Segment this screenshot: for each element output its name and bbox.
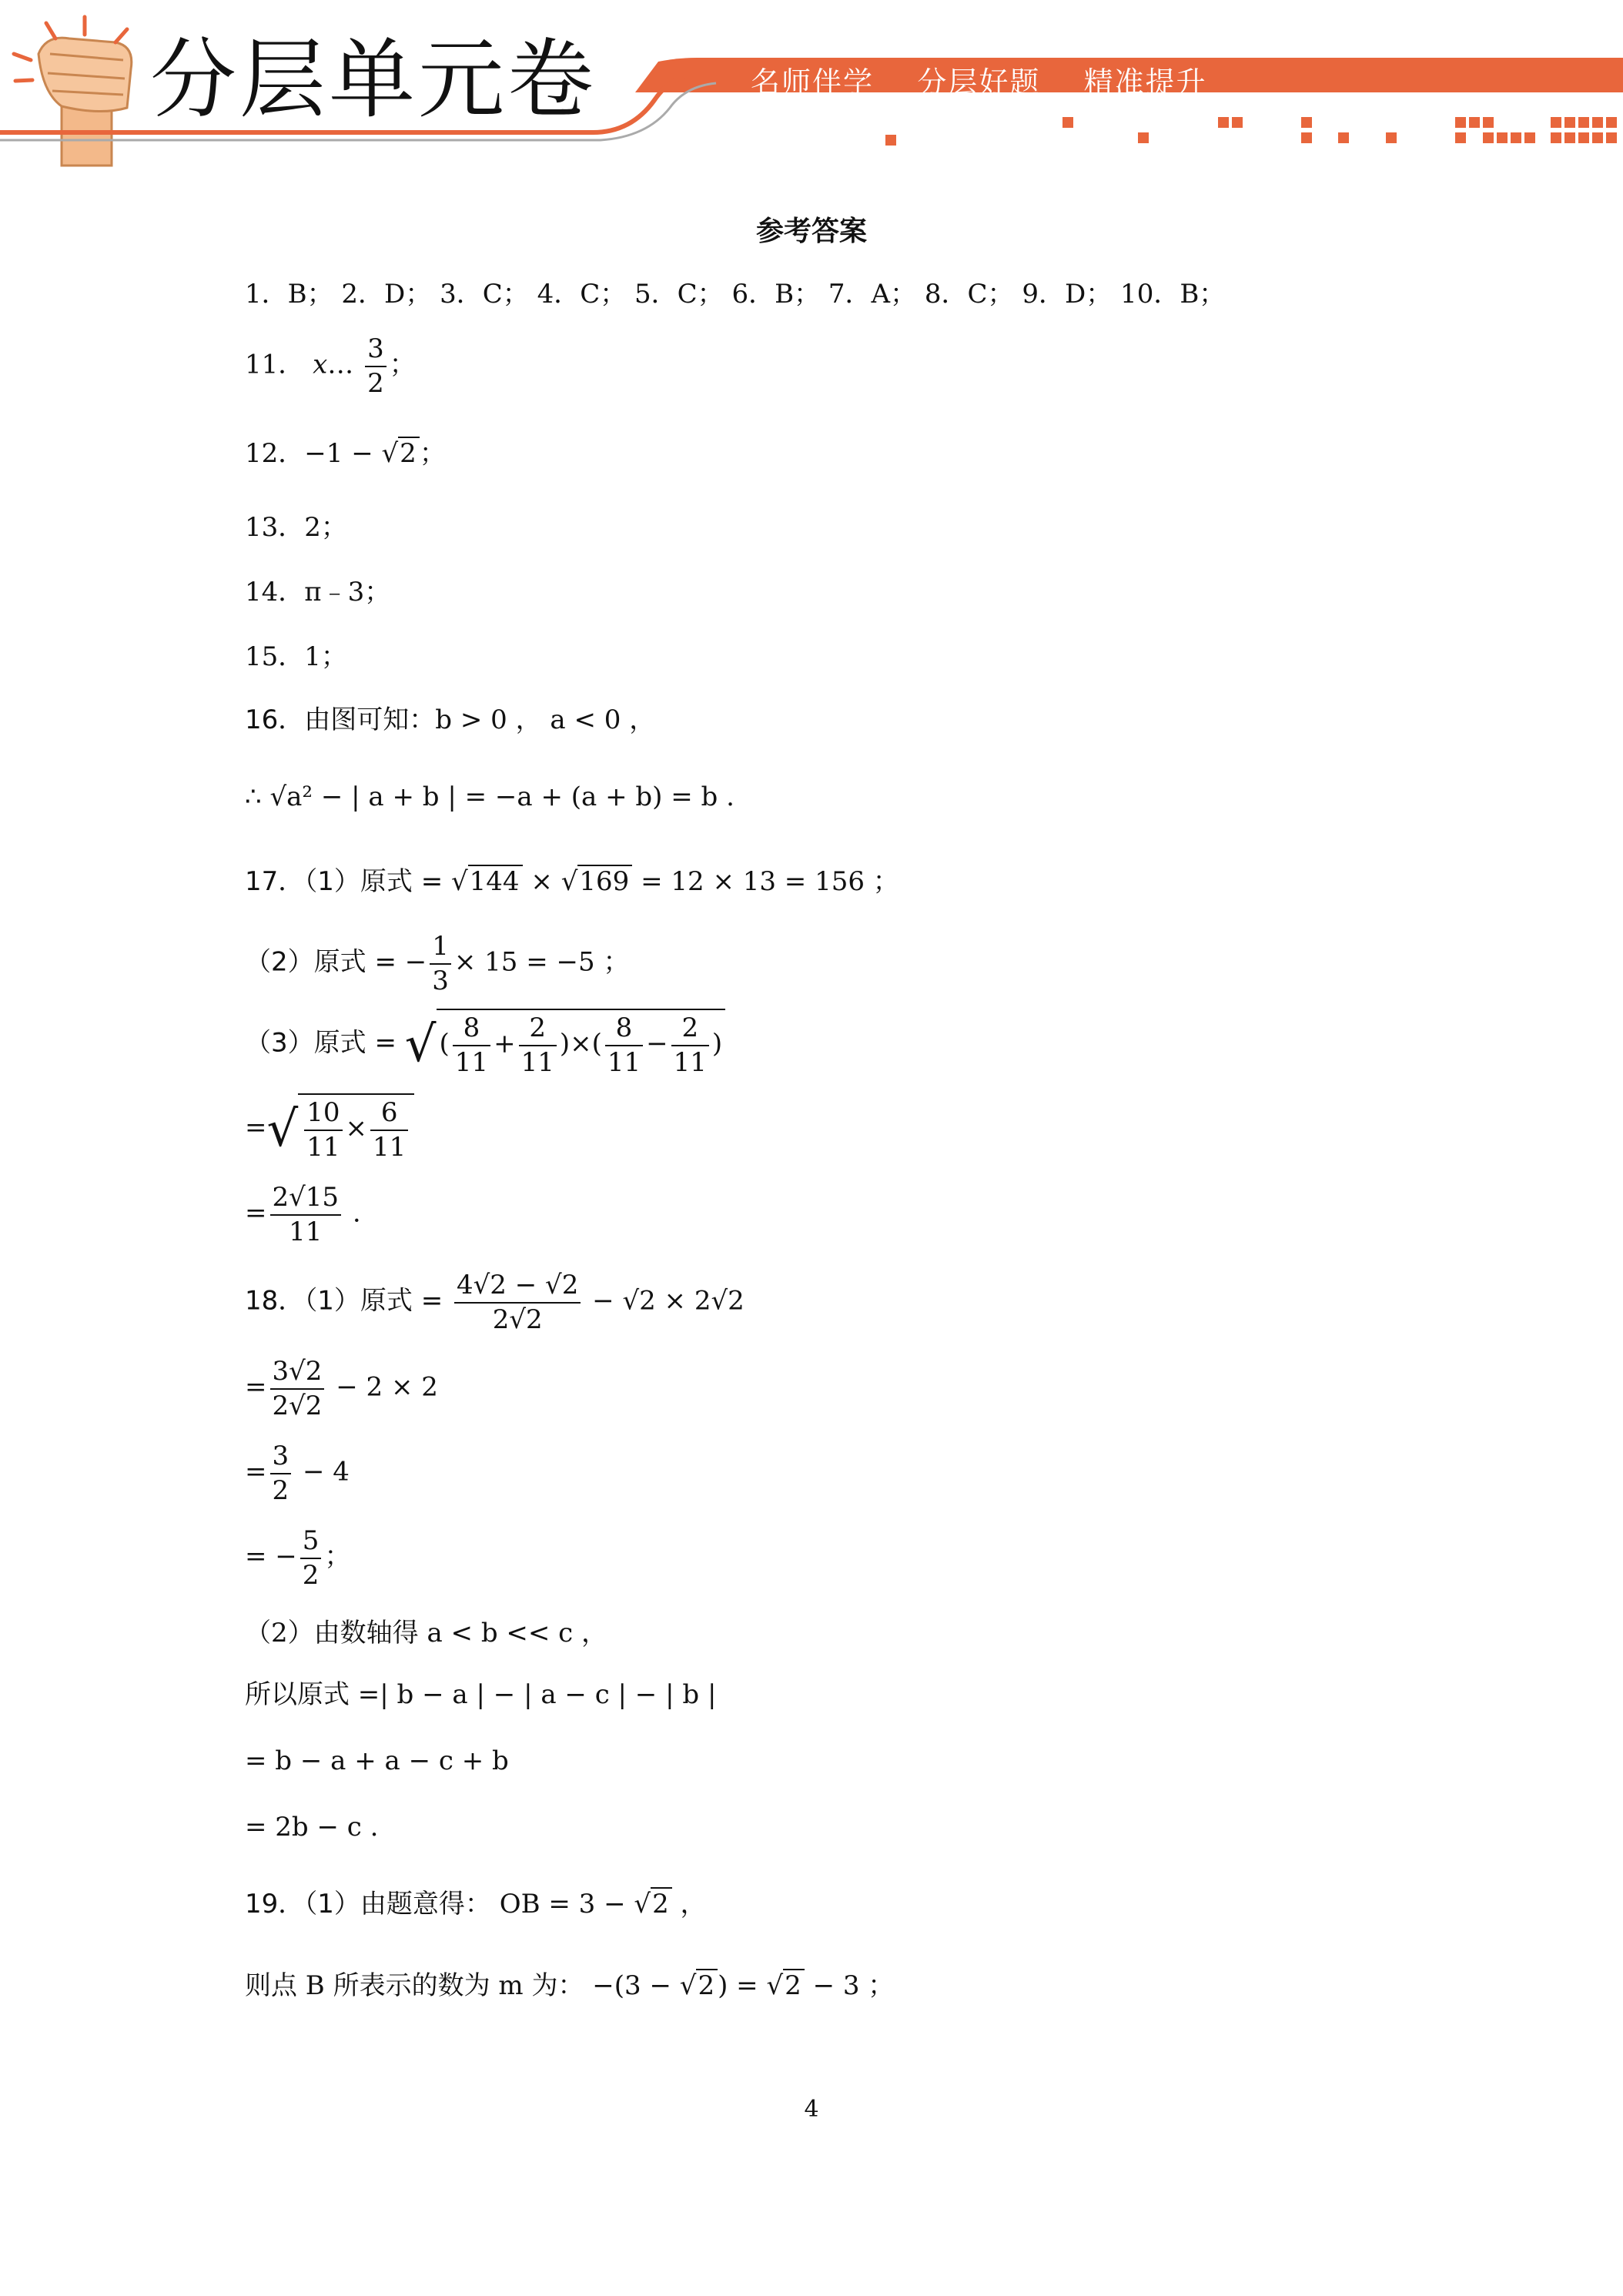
fraction-numerator: 10 <box>304 1096 342 1131</box>
answer-11-end: ； <box>389 349 416 380</box>
radicand-144: 144 <box>468 865 523 897</box>
fraction-numerator: 8 <box>605 1012 643 1046</box>
fraction-numerator: 8 <box>453 1012 490 1046</box>
answer-18-line1 <box>245 1269 745 1336</box>
fraction-numerator: 6 <box>370 1096 408 1131</box>
fraction-denominator: 2√2 <box>492 1304 543 1335</box>
answer-19-2-label: 则点 B 所表示的数为 m 为： <box>245 1970 584 2001</box>
fraction-denominator: 11 <box>673 1046 707 1078</box>
answer-12-pre: −1 − <box>304 438 382 469</box>
answer-11-var: x <box>313 349 328 380</box>
answer-11-num: 11． <box>245 349 305 380</box>
answer-19-2-expr: −(3 − <box>584 1970 680 2001</box>
answer-19-line2: 则点 B 所表示的数为 m 为： −(3 − √2 ) = √2 − 3 ； <box>245 1970 895 2001</box>
fraction-numerator: 1 <box>430 930 451 965</box>
answer-11-fraction <box>365 333 387 400</box>
answer-17-line1: 17．（1）原式 = √144 × √169 = 12 × 13 = 156 ； <box>245 866 899 897</box>
answer-15: 15．1； <box>245 641 347 672</box>
answer-12-radicand: 2 <box>398 437 420 469</box>
times-sign: × <box>522 866 561 897</box>
fraction-denominator: 11 <box>607 1046 641 1078</box>
answer-11-rel: … <box>327 349 354 380</box>
header-slogan: 名师伴学 分层好题 精准提升 <box>751 65 1207 99</box>
answer-17-line3: （3）原式 = √ ( $\frac{8}{11}$ + $\frac{2}{11}$ )×( $\frac{8}{11}$ − $\frac{2}{11}$ ) <box>245 1009 725 1080</box>
answer-19-radicand: 2 <box>696 1969 718 2001</box>
answer-17-1-label: 17．（1）原式 = <box>245 866 451 897</box>
answer-18-3-rest: − 4 <box>294 1456 350 1488</box>
answer-19-line1: 19．（1）由题意得： OB = 3 − √2 ， <box>245 1889 707 1919</box>
fraction-denominator: 2 <box>272 1474 289 1506</box>
answer-12: 12．−1 − √2 ； <box>245 438 446 469</box>
answer-17-line4: =√ $\frac{10}{11}$ × $\frac{6}{11}$ <box>245 1093 414 1165</box>
decor-squares <box>885 117 1617 146</box>
answer-13: 13．2； <box>245 512 347 543</box>
page-title: 参考答案 <box>755 216 867 247</box>
answer-11 <box>245 333 416 400</box>
fist-icon <box>14 17 132 166</box>
answer-18-line4: = − $\frac{5}{2}$ ； <box>245 1525 351 1591</box>
answer-18-1-label: 18．（1）原式 = <box>245 1285 451 1317</box>
fraction-numerator: 3 <box>270 1440 292 1474</box>
answer-18-line8: = 2b − c . <box>245 1812 379 1842</box>
fraction-numerator: 2√15 <box>270 1181 342 1216</box>
answer-19-1-expr: OB = 3 − <box>490 1889 634 1919</box>
page-number: 4 <box>804 2096 819 2123</box>
fraction-denominator: 11 <box>454 1046 489 1078</box>
answer-19-1-end: ， <box>671 1889 707 1919</box>
answer-18-2-rest: − 2 × 2 <box>327 1371 438 1403</box>
answer-16-label: 16．由图可知： <box>245 705 436 735</box>
answer-17-line2 <box>245 930 629 997</box>
radicand-169: 169 <box>577 865 632 897</box>
answer-12-num: 12． <box>245 438 305 469</box>
header-title: 分层单元卷 <box>150 30 597 130</box>
fraction-denominator: 3 <box>432 965 449 996</box>
answer-19-2-eq: ) = <box>718 1970 767 2001</box>
answer-16-condition: b > 0 ， a < 0 ， <box>435 705 656 735</box>
fraction-denominator: 11 <box>520 1046 554 1078</box>
answer-17-1-result: = 12 × 13 = 156 ； <box>632 866 899 897</box>
answer-18-4-end: ； <box>324 1541 351 1572</box>
answer-17-2-result: × 15 = −5 ； <box>453 946 630 978</box>
answer-18-line7: = b − a + a − c + b <box>245 1745 509 1776</box>
answer-17-line5: = $\frac{2√15}{11}$ . <box>245 1182 361 1247</box>
answer-18-1-rest: − √2 × 2√2 <box>584 1285 745 1317</box>
page-header <box>0 0 1623 177</box>
answer-17-3-end: . <box>344 1197 361 1229</box>
answer-14: 14．π﹣3； <box>245 577 391 607</box>
answer-19-2-end: − 3 ； <box>804 1970 895 2001</box>
fraction-denominator: 11 <box>373 1131 407 1163</box>
fraction-numerator: 2 <box>671 1012 709 1046</box>
answer-18-line6: 所以原式 =| b − a | − | a − c | − | b | <box>245 1679 717 1710</box>
fraction-denominator: 11 <box>306 1131 340 1163</box>
answers-1-10: 1．B； 2．D； 3．C； 4．C； 5．C； 6．B； 7．A； 8．C； 9．D； 10．B； <box>245 279 1226 310</box>
fraction-numerator: 5 <box>300 1525 322 1559</box>
answer-16-line1 <box>245 707 655 733</box>
answer-17-2-label: （2）原式 = − <box>245 946 427 978</box>
answer-18-line3: = $\frac{3}{2}$ − 4 <box>245 1441 350 1506</box>
fraction-numerator: 3 <box>365 333 387 367</box>
fraction-one-third <box>430 930 451 997</box>
answer-19-radicand: 2 <box>783 1969 805 2001</box>
answer-19-radicand: 2 <box>651 1887 672 1919</box>
fraction-denominator: 11 <box>289 1216 323 1247</box>
answer-18-line5: （2）由数轴得 a < b << c ， <box>245 1618 608 1648</box>
answer-18-line2: = $\frac{3√2}{2√2}$ − 2 × 2 <box>245 1356 438 1421</box>
fraction-numerator: 4√2 − √2 <box>454 1269 581 1304</box>
answer-12-end: ； <box>419 438 446 469</box>
fraction-numerator: 2 <box>519 1012 557 1046</box>
fraction-denominator: 2 <box>302 1559 320 1591</box>
answer-16-line2: ∴ √a² − | a + b | = −a + (a + b) = b . <box>245 782 735 812</box>
answer-17-3-label: （3）原式 = <box>245 1027 405 1059</box>
answer-19-1-label: 19．（1）由题意得： <box>245 1889 491 1919</box>
fraction-numerator: 3√2 <box>270 1355 325 1390</box>
fraction-denominator: 2√2 <box>272 1390 323 1421</box>
fraction-denominator: 2 <box>367 367 384 399</box>
